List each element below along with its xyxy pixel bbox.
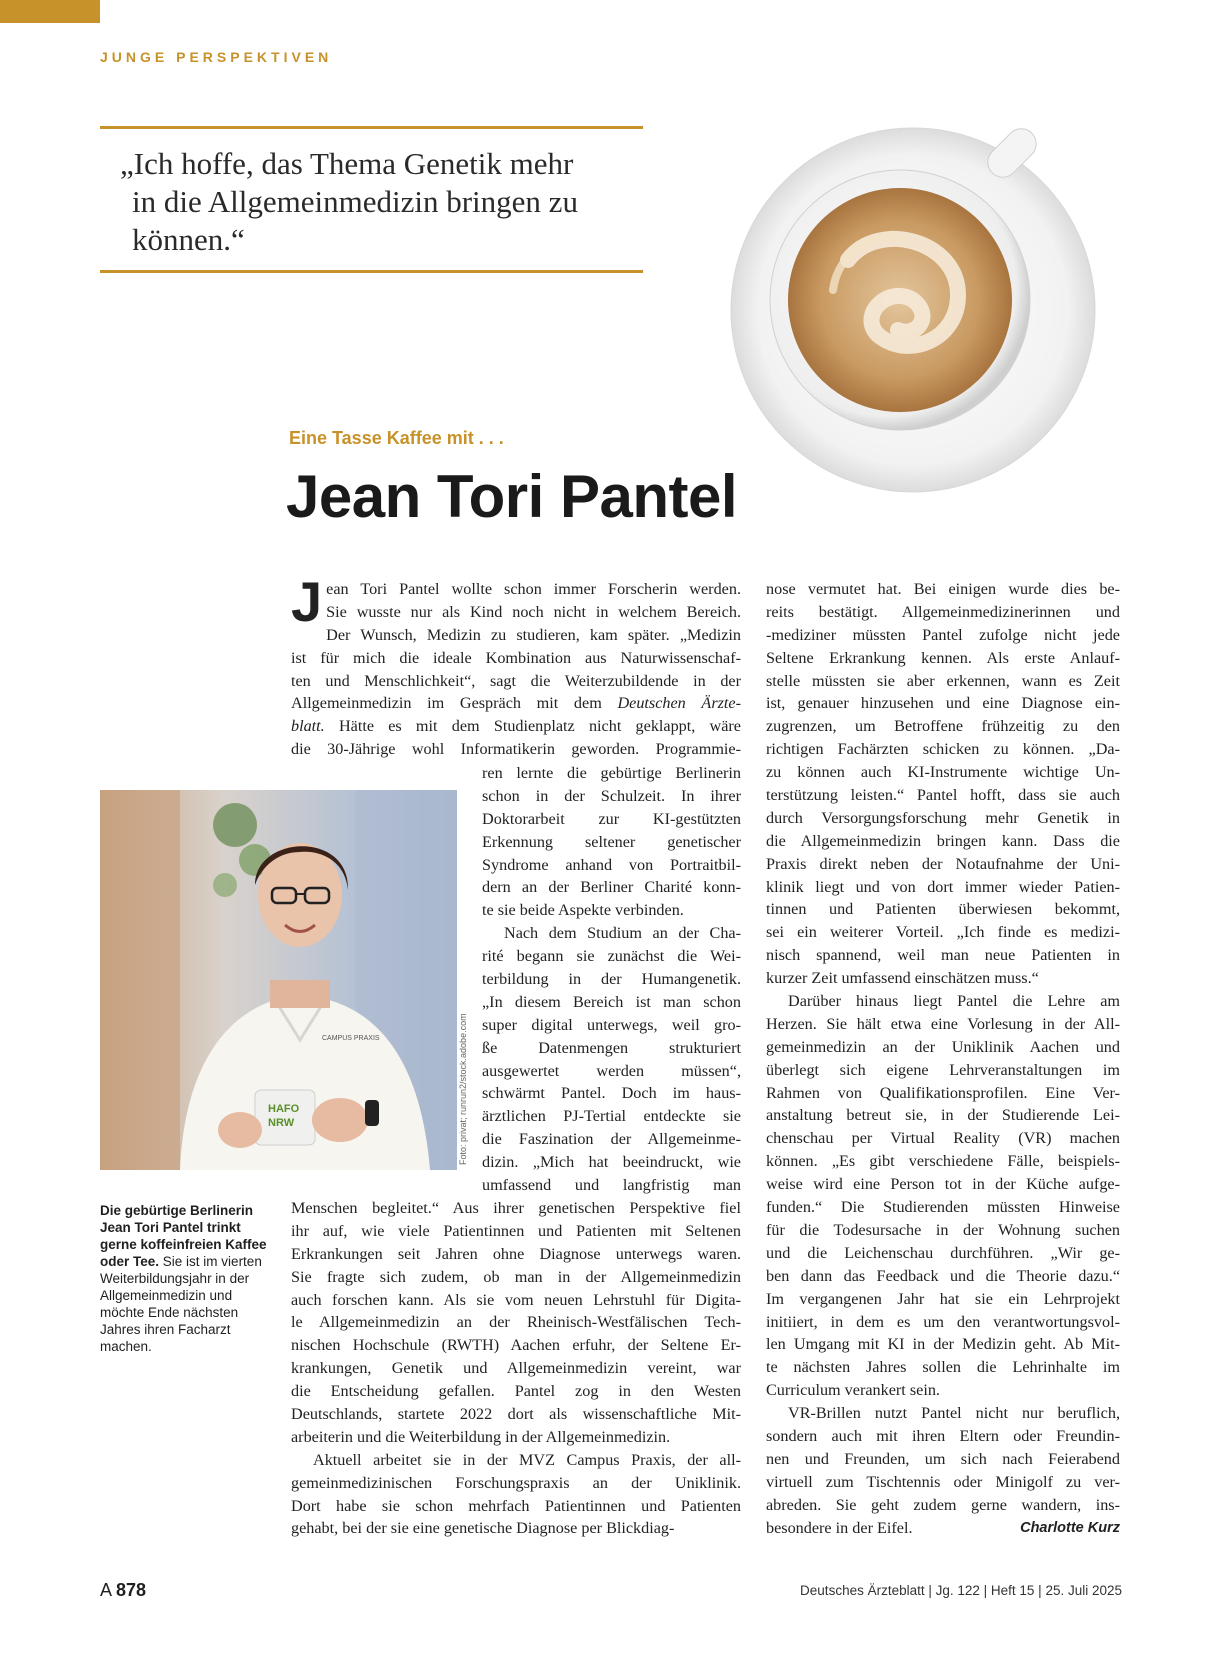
article-line: VR-Brillen nutzt Pantel nicht nur beruflich, xyxy=(788,1404,1120,1423)
article-line: Praxis direkt neben der Notaufnahme der Uni- xyxy=(766,854,1120,873)
article-line: ße Datenmengen strukturiert xyxy=(482,1038,741,1057)
article-line: nen und Freunden, um sich nach Feierabend xyxy=(766,1449,1120,1468)
article-line: Nach dem Studium an der Cha- xyxy=(504,924,741,943)
page-number-value: 878 xyxy=(116,1580,147,1600)
article-line: kurzer Zeit umfassend einschätzen muss.“ xyxy=(766,969,1039,988)
article-column-1-bottom xyxy=(291,1197,741,1540)
pull-quote-line: „Ich hoffe, das Thema Genetik mehr xyxy=(120,146,574,181)
article-line: richtigen Fachärzten schicken zu können. „Da- xyxy=(766,740,1120,759)
article-column-1-top xyxy=(291,570,741,761)
article-line: terstützung leisten.“ Pantel hofft, dass sie auch xyxy=(766,786,1120,805)
article-line: rité begann sie zunächst die Wei- xyxy=(482,947,741,966)
article-line: gehabt, bei der sie eine genetische Diagnose per Blickdiag- xyxy=(291,1519,675,1538)
article-line: zugrenzen, um Betroffene frühzeitig zu den xyxy=(766,717,1120,736)
article-line: Im vergangenen Jahr hat sie ein Lehrprojekt xyxy=(766,1289,1120,1308)
article-line: reits bestätigt. Allgemeinmedizinerinnen und xyxy=(766,602,1120,621)
article-line: krankungen, Genetik und Allgemeinmedizin vereint, war xyxy=(291,1359,741,1378)
article-line: ihr auf, wie viele Patientinnen und Patienten mit Seltenen xyxy=(291,1221,741,1240)
article-line: chenschau per Virtual Reality (VR) machen xyxy=(766,1129,1120,1148)
article-line: Syndrome anhand von Portraitbil- xyxy=(482,855,741,874)
publication-info: Deutsches Ärzteblatt | Jg. 122 | Heft 15 | 25. Juli 2025 xyxy=(800,1583,1122,1598)
mug-text: HAFO xyxy=(268,1103,300,1115)
mug-text: NRW xyxy=(268,1117,295,1129)
article-line: Der Wunsch, Medizin zu studieren, kam später. „Medizin xyxy=(326,625,741,644)
article-line: gemeinmedizinischen Forschungspraxis an der Uniklinik. xyxy=(291,1473,741,1492)
article-line: te sie beide Aspekte verbinden. xyxy=(482,901,684,920)
article-line: Curriculum verankert sein. xyxy=(766,1381,940,1400)
article-line: nischen Hochschule (RWTH) Aachen erfuhr, der Seltene Er- xyxy=(291,1336,741,1355)
article-line: klinik liegt und von dort immer wieder Patien- xyxy=(766,877,1120,896)
article-line: Sie wusste nur als Kind noch nicht in welchem Bereich. xyxy=(326,602,741,621)
article-line: nose vermutet hat. Bei einigen wurde dies be- xyxy=(766,580,1120,598)
pull-quote-line: können.“ xyxy=(132,222,245,257)
article-line: auch forschen kann. Als sie vom neuen Lehrstuhl für Digita- xyxy=(291,1290,741,1309)
article-line: sei ein weiterer Vorteil. „Ich finde es medizi- xyxy=(766,923,1120,942)
article-line: virtuell zum Tischtennis oder Minigolf zu ver- xyxy=(766,1472,1120,1491)
caption-text: Sie ist im vierten Weiterbildungsjahr in der Allgemeinmedizin und möchte Ende nächsten Jahres ihren Facharzt machen. xyxy=(100,1254,262,1354)
article-line: terbildung in der Humangenetik. xyxy=(482,970,741,989)
article-line: sondern auch mit ihren Eltern oder Freundin- xyxy=(766,1426,1120,1445)
article-line: Aktuell arbeitet sie in der MVZ Campus Praxis, der all- xyxy=(313,1450,741,1469)
article-line: blatt. Hätte es mit dem Studienplatz nicht geklappt, wäre xyxy=(291,717,741,736)
drop-cap: J xyxy=(291,570,323,633)
article-line: te nächsten Jahres sollen die Lehrinhalte im xyxy=(766,1358,1120,1377)
pull-quote-box xyxy=(100,126,643,273)
article-line: initiiert, in dem es um den verantwortungsvol- xyxy=(766,1312,1120,1331)
article-line: Rahmen von Qualifikationsprofilen. Eine Ver- xyxy=(766,1083,1120,1102)
kicker: Eine Tasse Kaffee mit . . . xyxy=(289,428,504,448)
article-line: ten und Menschlichkeit“, sagt die Weiterzubildende in der xyxy=(291,671,741,690)
article-line: „In diesem Bereich ist man schon xyxy=(482,992,741,1011)
article-line: gemeinmedizin an der Uniklinik Aachen und xyxy=(766,1037,1120,1056)
article-line: Doktorarbeit zur KI-gestützten xyxy=(482,809,741,828)
portrait-photo xyxy=(100,790,457,1170)
article-line: ben dann das Feedback und die Theorie dazu.“ xyxy=(766,1266,1120,1285)
article-line: durch Versorgungsforschung mehr Genetik in xyxy=(766,808,1120,827)
article-line: weise wird eine Person tot in der Küche aufge- xyxy=(766,1175,1120,1194)
article-line: ren lernte die gebürtige Berlinerin xyxy=(482,764,741,782)
article-line: funden.“ Die Studierenden müssten Hinweise xyxy=(766,1198,1120,1217)
article-line: und die Leichenschau durchführen. „Wir ge- xyxy=(766,1243,1120,1262)
article-line: die Allgemeinmedizin bringen kann. Dass die xyxy=(766,831,1120,850)
article-line: dizin. „Mich hat beeindruckt, wie xyxy=(482,1153,741,1172)
article-line: Seltene Erkrankung kennen. Als erste Anlauf- xyxy=(766,648,1120,667)
page-number xyxy=(100,1580,146,1601)
article-line: die 30-Jährige wohl Informatikerin geworden. Programmie- xyxy=(291,740,741,759)
coffee-cup-image xyxy=(728,110,1128,500)
article-line: -mediziner müssten Pantel zufolge nicht jede xyxy=(766,625,1120,644)
author-name: Charlotte Kurz xyxy=(1020,1519,1120,1536)
article-line: ist, genauer hinzusehen und eine Diagnose ein- xyxy=(766,694,1120,713)
article-column-2 xyxy=(766,578,1120,1539)
article-line: ean Tori Pantel wollte schon immer Forscherin werden. xyxy=(326,580,741,598)
article-line: für die Todesursache in der Wohnung suchen xyxy=(766,1220,1120,1239)
article-line: arbeiterin und die Weiterbildung in der Allgemeinmedizin. xyxy=(291,1427,671,1446)
article-line: len Umgang mit KI in der Medizin geht. Ab Mit- xyxy=(766,1335,1120,1354)
article-line: besondere in der Eifel. Charlotte Kurz xyxy=(766,1517,1120,1540)
article-line: die Entscheidung gefallen. Pantel zog in den Westen xyxy=(291,1382,741,1401)
article-line: Dort habe sie schon mehrfach Patientinnen und Patienten xyxy=(291,1496,741,1515)
section-label: JUNGE PERSPEKTIVEN xyxy=(100,49,333,65)
article-line: Allgemeinmedizin im Gespräch mit dem Deutschen Ärzte- xyxy=(291,694,741,713)
article-line: ausgewertet werden müssen“, xyxy=(482,1061,741,1080)
article-line: tinnen und Patienten überwiesen bekommt, xyxy=(766,900,1120,919)
article-line: ärztlichen PJ-Tertial entdeckte sie xyxy=(482,1107,741,1126)
article-line: nisch spannend, weil man neue Patienten in xyxy=(766,946,1120,965)
top-accent-bar xyxy=(0,0,100,23)
article-column-1-narrow xyxy=(482,762,741,1197)
article-line: schon in der Schulzeit. In ihrer xyxy=(482,786,741,805)
article-line: dern an der Berliner Charité konn- xyxy=(482,878,741,897)
pull-quote xyxy=(120,145,620,259)
article-line: anstaltung betreut sie, in der Studierende Lei- xyxy=(766,1106,1120,1125)
article-line: überlegt sich eigene Lehrveranstaltungen im xyxy=(766,1060,1120,1079)
article-line: le Allgemeinmedizin an der Rheinisch-Westfälischen Tech- xyxy=(291,1313,741,1332)
article-line: zu können auch KI-Instrumente wichtige Un- xyxy=(766,763,1120,782)
shirt-logo-text: CAMPUS PRAXIS xyxy=(322,1035,380,1042)
article-line: Deutschlands, startete 2022 dort als wissenschaftliche Mit- xyxy=(291,1405,741,1424)
article-line: Menschen begleitet.“ Aus ihrer genetischen Perspektive fiel xyxy=(291,1199,741,1217)
headline: Jean Tori Pantel xyxy=(286,463,738,530)
article-line: die Faszination der Allgemeinme- xyxy=(482,1130,741,1149)
article-line: ist für mich die ideale Kombination aus Naturwissenschaf- xyxy=(291,648,741,667)
article-line: abreden. Sie geht zudem gerne wandern, ins- xyxy=(766,1495,1120,1514)
article-line: Darüber hinaus liegt Pantel die Lehre am xyxy=(788,992,1120,1011)
photo-caption xyxy=(100,1202,280,1355)
article-line: umfassend und langfristig man xyxy=(482,1176,741,1195)
article-line: schwärmt Pantel. Doch im haus- xyxy=(482,1084,741,1103)
article-line: Sie fragte sich zudem, ob man in der Allgemeinmedizin xyxy=(291,1267,741,1286)
photo-credit: Foto: privat; runrun2/stock.adobe.com xyxy=(458,1013,468,1165)
article-line: stelle müssten sie aber erkennen, wann es Zeit xyxy=(766,671,1120,690)
pull-quote-line: in die Allgemeinmedizin bringen zu xyxy=(132,184,578,219)
caption-bold: Die gebürtige Berlinerin Jean Tori Pantel trinkt gerne koffeinfreien Kaffee oder Tee. xyxy=(100,1203,267,1269)
article-line: super digital unterwegs, weil gro- xyxy=(482,1015,741,1034)
article-line: Erkennung seltener genetischer xyxy=(482,832,741,851)
article-line: Erkrankungen seit Jahren ohne Diagnose unterwegs waren. xyxy=(291,1244,741,1263)
page-prefix: A xyxy=(100,1580,112,1600)
article-line: Herzen. Sie hält etwa eine Vorlesung in der All- xyxy=(766,1014,1120,1033)
article-line: können. „Es gibt verschiedene Fälle, beispiels- xyxy=(766,1152,1120,1171)
